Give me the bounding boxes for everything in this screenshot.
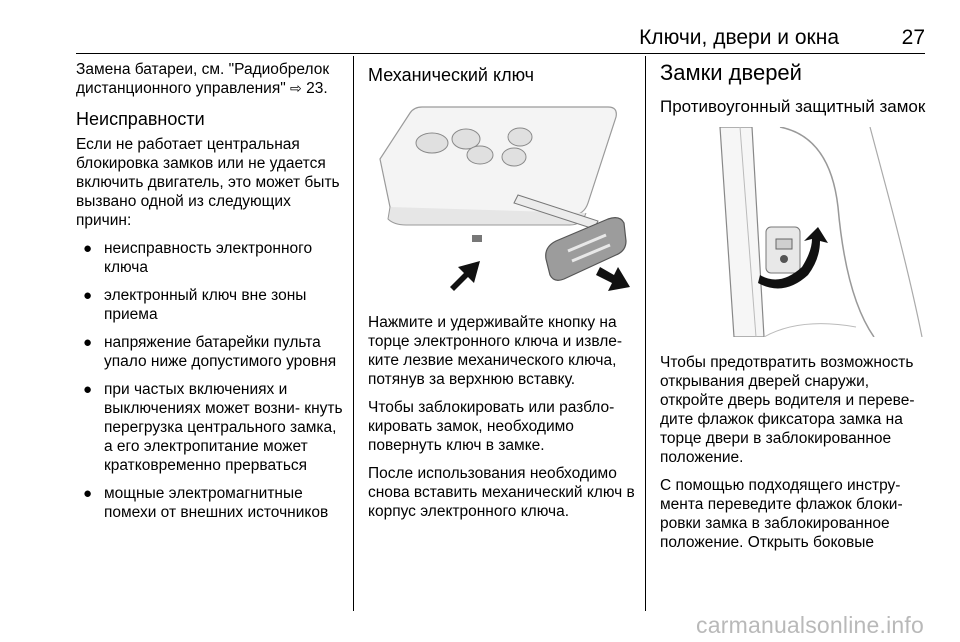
list-item: ● неисправность электронного ключа (83, 240, 313, 276)
list-item: ● электронный ключ вне зоны приема (83, 287, 307, 323)
bullet-icon: ● (83, 485, 93, 502)
malfunctions-body: Если не работает центральная блокировка замков или не удается включить двигатель, это может быть вызвано одной из следующих причин: (76, 136, 340, 229)
bullet-icon: ● (83, 381, 93, 398)
battery-reference-text: Замена батареи, см. "Радиобрелок дистанционного управления" (76, 61, 330, 97)
release-button (472, 235, 482, 242)
page-header (76, 26, 925, 50)
column-divider-2 (645, 56, 646, 611)
door-lock-illustration (660, 127, 930, 337)
list-item: ● напряжение батарейки пульта упало ниже допустимого уровня (83, 334, 337, 370)
page-number: 27 (901, 26, 925, 49)
list-item: ● при частых включениях и выключениях может возни- кнуть перегрузка центрального замка, а его электропитание может кратковременно прерваться (83, 381, 343, 474)
column-divider-1 (353, 56, 354, 611)
door-locks-title: Замки дверей (660, 60, 802, 85)
pull-arrow-icon (596, 267, 630, 291)
bullet-icon: ● (83, 287, 93, 304)
malfunctions-heading: Неисправности (76, 109, 205, 129)
mechanical-key-paragraph-2: Чтобы заблокировать или разбло- кировать замок, необходимо повернуть ключ в замке. (368, 399, 615, 454)
page-ref-arrow-icon: ⇨ (290, 80, 302, 96)
key-card-body (380, 107, 616, 215)
push-arrow-icon (450, 261, 480, 291)
header-title: Ключи, двери и окна (639, 26, 839, 49)
door-lock-drawing (660, 127, 926, 337)
child-lock-paragraph-1: Чтобы предотвратить возможность открывания дверей снаружи, откройте дверь водителя и переве- дите флажок фиксатора замка на торце двери в заблокированное положение. (660, 354, 915, 466)
child-lock-paragraph-2: С помощью подходящего инстру- мента переведите флажок блоки- ровки замка в заблокированное положение. Открыть боковые (660, 477, 903, 551)
child-lock-subtitle: Противоугонный защитный замок (660, 97, 926, 116)
malfunctions-list (76, 239, 348, 522)
column-left (76, 60, 348, 531)
list-item: ● мощные электромагнитные помехи от внешних источников (83, 485, 329, 521)
column-right (660, 60, 930, 561)
watermark: carmanualsonline.info (696, 612, 924, 638)
key-insert (546, 218, 626, 281)
mechanical-key-illustration (368, 91, 636, 301)
mechanical-key-heading: Механический ключ (368, 65, 535, 85)
battery-reference-page: 23. (306, 80, 328, 97)
mechanical-key-paragraph-3: После использования необходимо снова вставить механический ключ в корпус электронного ключа. (368, 465, 635, 520)
column-middle (368, 60, 636, 530)
header-rule (76, 53, 925, 54)
bullet-icon: ● (83, 334, 93, 351)
lock-housing (766, 227, 800, 273)
mechanical-key-paragraph-1: Нажмите и удерживайте кнопку на торце электронного ключа и извле- ките лезвие механического ключа, потянув за верхнюю вставку. (368, 314, 623, 388)
bullet-icon: ● (83, 240, 93, 257)
battery-reference (76, 60, 348, 98)
key-card-drawing (368, 91, 636, 301)
